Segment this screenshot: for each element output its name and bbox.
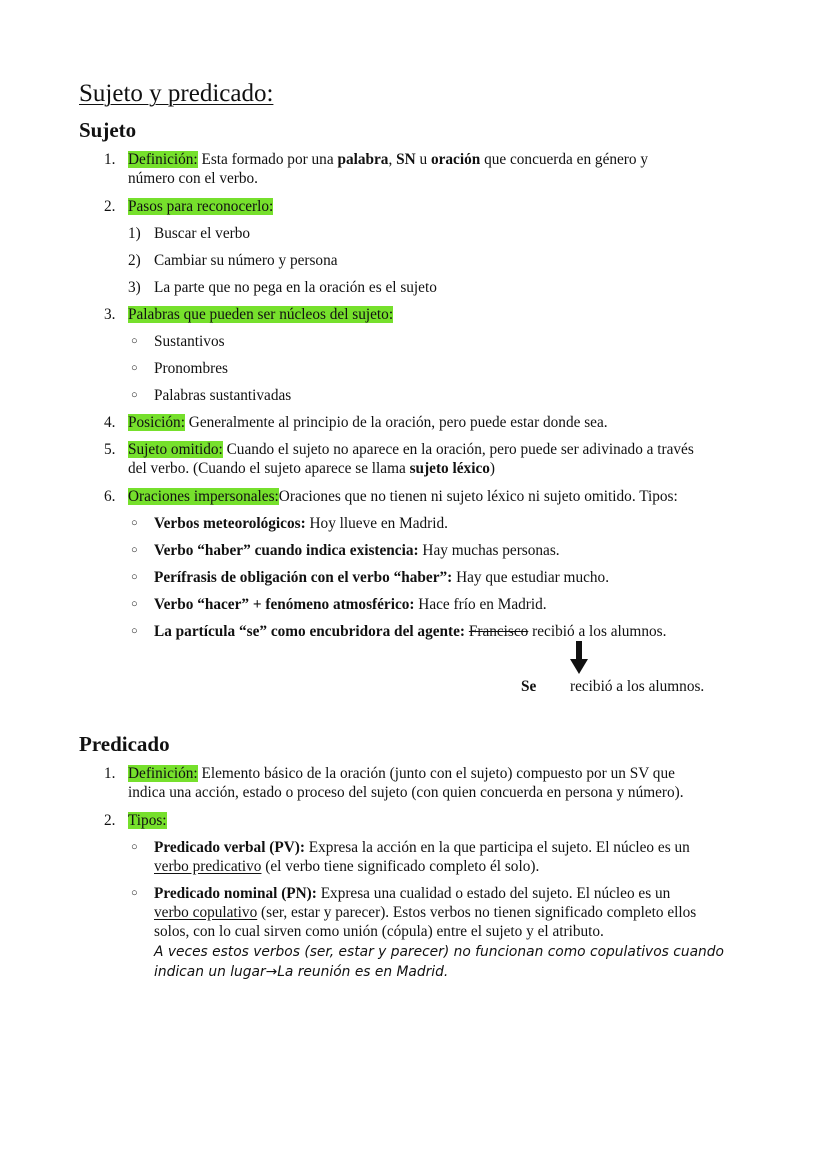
text: Expresa la acción en la que participa el sujeto. El núcleo es un: [304, 839, 690, 856]
bullet-icon: ○: [131, 544, 138, 556]
text: Generalmente al principio de la oración, pero puede estar donde sea.: [184, 414, 608, 431]
highlight-label: Definición:: [128, 151, 198, 168]
list-item-definicion: [128, 150, 648, 170]
bold-text: La partícula “se” como encubridora del agente:: [154, 623, 466, 640]
highlight-label: Definición:: [128, 765, 198, 782]
list-number: 3.: [104, 306, 116, 323]
pn-item: [154, 884, 670, 904]
highlight-label: Palabras que pueden ser núcleos del sujeto:: [128, 306, 394, 323]
se-result-text: recibió a los alumnos.: [570, 678, 705, 695]
list-number: 5.: [104, 441, 116, 458]
list-number: 4.: [104, 414, 116, 431]
text: Hay que estudiar mucho.: [452, 569, 610, 586]
bold-text: Verbo “hacer” + fenómeno atmosférico:: [154, 596, 415, 613]
list-item-definicion: [128, 764, 675, 784]
text: Hay muchas personas.: [418, 542, 560, 559]
text: recibió a los alumnos.: [528, 623, 667, 640]
bold-text: Predicado verbal (PV):: [154, 839, 305, 856]
section-heading-predicado: Predicado: [79, 732, 170, 756]
step-number: 2): [128, 252, 141, 269]
text: ,: [388, 151, 397, 168]
list-item-pasos: [128, 197, 273, 217]
text: Oraciones que no tienen ni sujeto léxico ni sujeto omitido. Tipos:: [278, 488, 678, 505]
bullet-icon: ○: [131, 887, 138, 899]
list-item-tipos: [128, 811, 167, 831]
text: ): [489, 460, 496, 477]
list-item-nucleos: [128, 305, 393, 325]
list-number: 1.: [104, 151, 116, 168]
tipo-item: [154, 514, 448, 534]
underlined-text: verbo copulativo: [154, 904, 258, 921]
struck-text: Francisco: [468, 623, 529, 640]
text: Cuando el sujeto no aparece en la oración, pero puede ser adivinado a través: [222, 441, 694, 458]
bold-text: Verbos meteorológicos:: [154, 515, 306, 532]
step-number: 1): [128, 225, 141, 242]
highlight-label: Oraciones impersonales:: [128, 488, 279, 505]
se-label: [521, 677, 536, 697]
bold-text: SN: [396, 151, 416, 168]
list-item-posicion: [128, 413, 608, 433]
list-number: 2.: [104, 812, 116, 829]
tipo-item: [154, 541, 560, 561]
pn-continuation: solos, con lo cual sirven como unión (cópula) entre el sujeto y el atributo.: [154, 923, 604, 940]
bullet-icon: ○: [131, 335, 138, 347]
text: del verbo. (Cuando el sujeto aparece se llama: [128, 460, 410, 477]
text: Esta formado por una: [197, 151, 338, 168]
bullet-icon: ○: [131, 362, 138, 374]
list-number: 1.: [104, 765, 116, 782]
text: Elemento básico de la oración (junto con el sujeto) compuesto por un SV que: [197, 765, 675, 782]
pv-item: [154, 838, 690, 858]
bullet-text: Pronombres: [154, 360, 228, 377]
section-heading-sujeto: Sujeto: [79, 118, 137, 142]
pn-continuation: [154, 903, 696, 923]
highlight-label: Tipos:: [128, 812, 167, 829]
list-item-continuation: indica una acción, estado o proceso del sujeto (con quien concuerda en persona y número).: [128, 784, 684, 801]
tipo-item: [154, 622, 666, 642]
step-number: 3): [128, 279, 141, 296]
bullet-icon: ○: [131, 389, 138, 401]
bold-text: Perífrasis de obligación con el verbo “haber”:: [154, 569, 453, 586]
text: u: [415, 151, 431, 168]
list-item-continuation: [128, 459, 495, 479]
bold-text: palabra: [337, 151, 389, 168]
bold-text: Predicado nominal (PN):: [154, 885, 317, 902]
bullet-text: Palabras sustantivadas: [154, 387, 292, 404]
tipo-item: [154, 595, 547, 615]
step-text: La parte que no pega en la oración es el sujeto: [154, 279, 437, 296]
italic-note: A veces estos verbos (ser, estar y parecer) no funcionan como copulativos cuando: [154, 944, 724, 960]
list-item-sujeto-omitido: [128, 440, 694, 460]
list-item-continuation: número con el verbo.: [128, 170, 258, 187]
bullet-icon: ○: [131, 571, 138, 583]
list-item-impersonales: [128, 487, 678, 507]
bullet-icon: ○: [131, 625, 138, 637]
list-number: 6.: [104, 488, 116, 505]
step-text: Buscar el verbo: [154, 225, 250, 242]
bullet-icon: ○: [131, 841, 138, 853]
text: Hace frío en Madrid.: [414, 596, 547, 613]
highlight-label: Posición:: [128, 414, 185, 431]
italic-note: indican un lugar→La reunión es en Madrid.: [154, 964, 449, 980]
bold-text: Se: [521, 678, 537, 695]
bullet-icon: ○: [131, 517, 138, 529]
highlight-label: Sujeto omitido:: [128, 441, 223, 458]
step-text: Cambiar su número y persona: [154, 252, 338, 269]
bullet-icon: ○: [131, 598, 138, 610]
highlight-label: Pasos para reconocerlo:: [128, 198, 274, 215]
text: Expresa una cualidad o estado del sujeto. El núcleo es un: [316, 885, 671, 902]
text: (el verbo tiene significado completo él solo).: [261, 858, 540, 875]
arrow-down-icon: [569, 641, 589, 674]
text: Hoy llueve en Madrid.: [305, 515, 448, 532]
bold-text: sujeto léxico: [409, 460, 490, 477]
text: (ser, estar y parecer). Estos verbos no tienen significado completo ellos: [257, 904, 697, 921]
bold-text: oración: [430, 151, 481, 168]
bullet-text: Sustantivos: [154, 333, 225, 350]
text: que concuerda en género y: [480, 151, 649, 168]
tipo-item: [154, 568, 609, 588]
pv-continuation: [154, 857, 539, 877]
page-title: Sujeto y predicado:: [79, 80, 274, 107]
list-number: 2.: [104, 198, 116, 215]
bold-text: Verbo “haber” cuando indica existencia:: [154, 542, 419, 559]
underlined-text: verbo predicativo: [154, 858, 262, 875]
